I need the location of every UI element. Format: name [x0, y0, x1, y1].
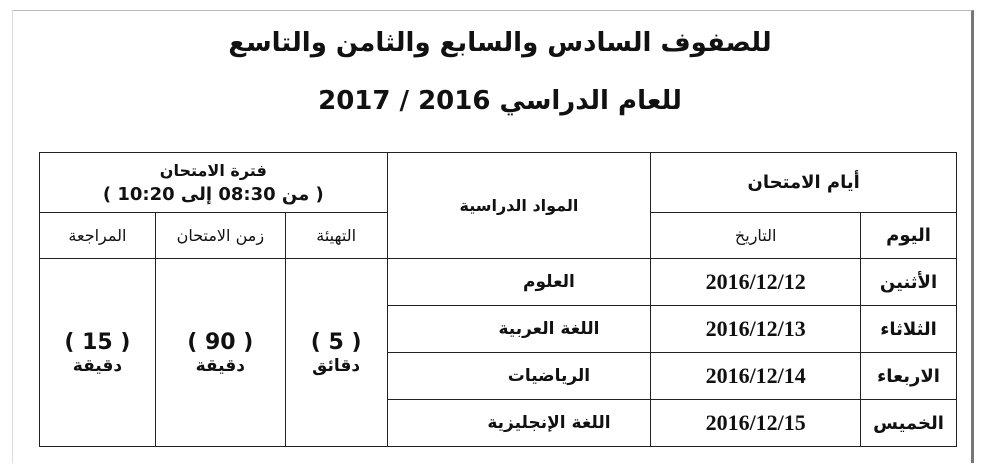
- table-row: [40, 259, 957, 306]
- header-exam-time: زمن الامتحان: [155, 213, 285, 259]
- row-day: الاربعاء: [861, 353, 957, 400]
- preparation-value: ( 5 ): [310, 329, 362, 355]
- header-day: اليوم: [861, 213, 957, 259]
- row-day: الخميس: [861, 400, 957, 447]
- page-subtitle: للعام الدراسي 2016 / 2017: [318, 86, 682, 116]
- row-subject: اللغة العربية: [387, 306, 651, 353]
- exam-time-cell: [155, 259, 285, 447]
- header-exam-days: أيام الامتحان: [651, 153, 957, 213]
- row-date: 2016/12/15: [651, 400, 861, 447]
- row-subject: اللغة الإنجليزية: [387, 400, 651, 447]
- row-day: الثلاثاء: [861, 306, 957, 353]
- exam-time-unit: دقيقة: [195, 355, 245, 376]
- exam-period-time: ( من 08:30 إلى 10:20 ): [102, 183, 324, 205]
- header-subjects: المواد الدراسية: [387, 153, 651, 259]
- header-review: المراجعة: [40, 213, 156, 259]
- review-value: ( 15 ): [64, 329, 131, 355]
- exam-period-label: فترة الامتحان: [159, 160, 267, 180]
- exam-time-value: ( 90 ): [187, 329, 254, 355]
- row-subject: العلوم: [387, 259, 651, 306]
- row-date: 2016/12/12: [651, 259, 861, 306]
- row-day: الأثنين: [861, 259, 957, 306]
- preparation-cell: [285, 259, 387, 447]
- row-date: 2016/12/13: [651, 306, 861, 353]
- row-subject: الرياضيات: [387, 353, 651, 400]
- review-unit: دقيقة: [72, 355, 123, 376]
- header-exam-period: [40, 153, 388, 213]
- exam-schedule-table: [39, 152, 957, 447]
- row-date: 2016/12/14: [651, 353, 861, 400]
- header-preparation: التهيئة: [285, 213, 387, 259]
- page-title: للصفوف السادس والسابع والثامن والتاسع: [228, 28, 772, 58]
- header-date: التاريخ: [651, 213, 861, 259]
- review-cell: [40, 259, 156, 447]
- preparation-unit: دقائق: [312, 355, 361, 376]
